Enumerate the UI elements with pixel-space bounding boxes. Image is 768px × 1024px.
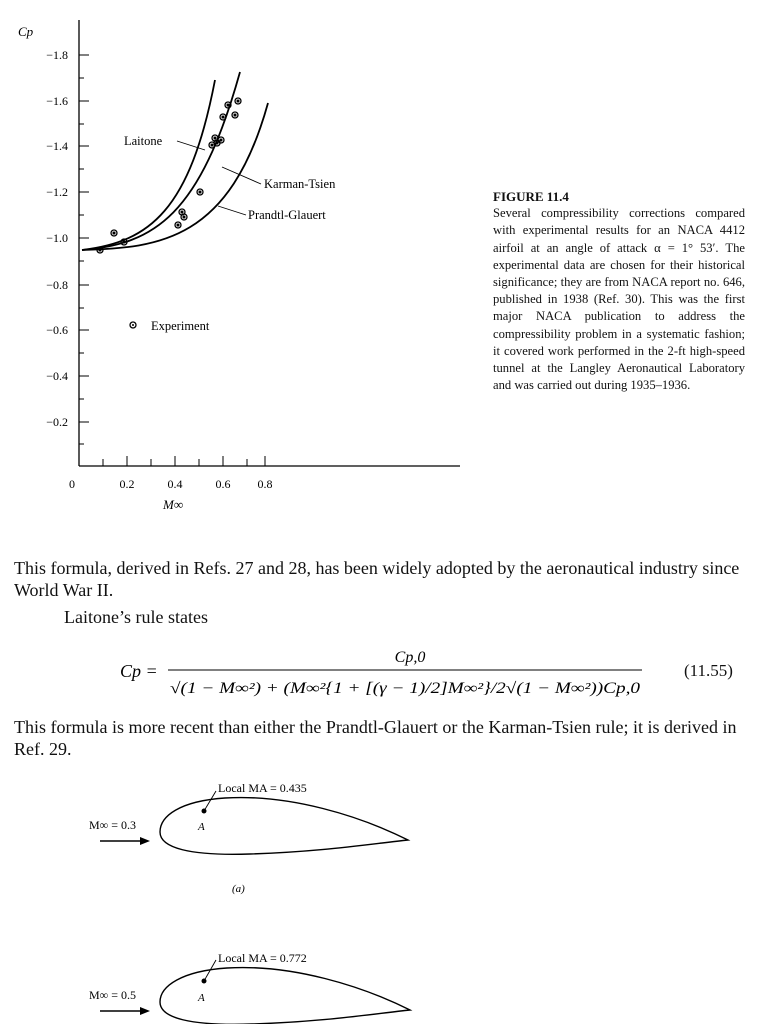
y-tick-label: −0.4 [46,369,68,383]
local-mach-a: Local MA = 0.435 [218,781,307,795]
x-tick-label: 0.8 [257,477,273,491]
y-tick-label: −1.0 [46,231,68,245]
caption-text: Several compressibility corrections compared with experimental results for an NACA 4412 airfoil at an angle of attack α = 1° 53′. The experimental data are chosen for their historical significance; they are from NACA report no. 646, published in 1938 (Ref. 30). This was the first major NACA publication to address the compressibility problem in a systematic fashion; it covered work performed in the 2-ft high-speed tunnel at the Langley Aeronautical Laboratory and was carried out during 1935–1936. [493,206,745,393]
prandtl-glauert-label: Prandtl-Glauert [248,208,326,222]
paragraph-1: This formula, derived in Refs. 27 and 28, has been widely adopted by the aeronautical industry since World War II. [14,558,740,600]
prandtl-glauert-leader [218,206,246,215]
paragraph-2: Laitone’s rule states [64,607,208,627]
laitone-leader [177,141,205,150]
prandtl-glauert-curve [82,103,268,250]
x-tick-label: 0.2 [119,477,135,491]
local-mach-b: Local MA = 0.772 [218,951,307,965]
point-b-label: A [198,992,205,1004]
airfoil-a [89,781,408,895]
equation-numerator: Cp,0 [394,649,426,666]
y-tick-label: −0.6 [46,323,68,337]
experiment-legend-label: Experiment [151,319,210,333]
laitone-label: Laitone [124,134,163,148]
arrowhead-b [140,1007,150,1015]
cp-vs-mach-chart [0,0,480,530]
experiment-point [175,222,181,228]
caption-heading: FIGURE 11.4 [493,189,569,204]
y-tick-label: −1.2 [46,185,68,199]
experiment-point [197,189,203,195]
karman-tsien-label: Karman-Tsien [264,177,336,191]
x-ticks [79,456,265,466]
x-tick-label: 0 [69,477,75,491]
y-tick-labels [46,48,68,429]
y-tick-label: −1.4 [46,139,68,153]
equation-number: (11.55) [684,661,733,680]
y-axis-label: Cp [18,24,34,39]
y-tick-label: −1.6 [46,94,68,108]
freestream-label-a: M∞ = 0.3 [89,818,136,832]
y-tick-label: −0.2 [46,415,68,429]
y-tick-label: −0.8 [46,278,68,292]
paragraph-3: This formula is more recent than either the Prandtl-Glauert or the Karman-Tsien rule; it is derived in Ref. 29. [14,717,737,759]
x-axis-label: M∞ [163,497,184,512]
x-tick-label: 0.6 [215,477,231,491]
karman-tsien-curve [82,72,240,250]
experiment-legend-marker [130,322,136,328]
y-tick-label: −1.8 [46,48,68,62]
freestream-label-b: M∞ = 0.5 [89,988,136,1002]
laitone-equation [110,643,660,703]
experiment-point [111,230,117,236]
equation-denominator: √(1 − M∞²) + (M∞²{1 + [(γ − 1)/2]M∞²}/2√(1 − M∞²))Cp,0 [170,680,641,697]
airfoil-diagrams [0,774,768,1024]
airfoil-b [89,951,410,1024]
experiment-point [232,112,238,118]
experiment-point [235,98,241,104]
point-a-label: A [198,821,205,833]
experiment-points [97,98,241,253]
equation-lhs: Cp = [120,661,158,681]
x-tick-labels [69,477,273,491]
figure-caption [493,188,745,394]
x-tick-label: 0.4 [167,477,183,491]
local-leader-a [204,791,216,811]
subfigure-label-a: (a) [232,883,245,895]
arrowhead-a [140,837,150,845]
